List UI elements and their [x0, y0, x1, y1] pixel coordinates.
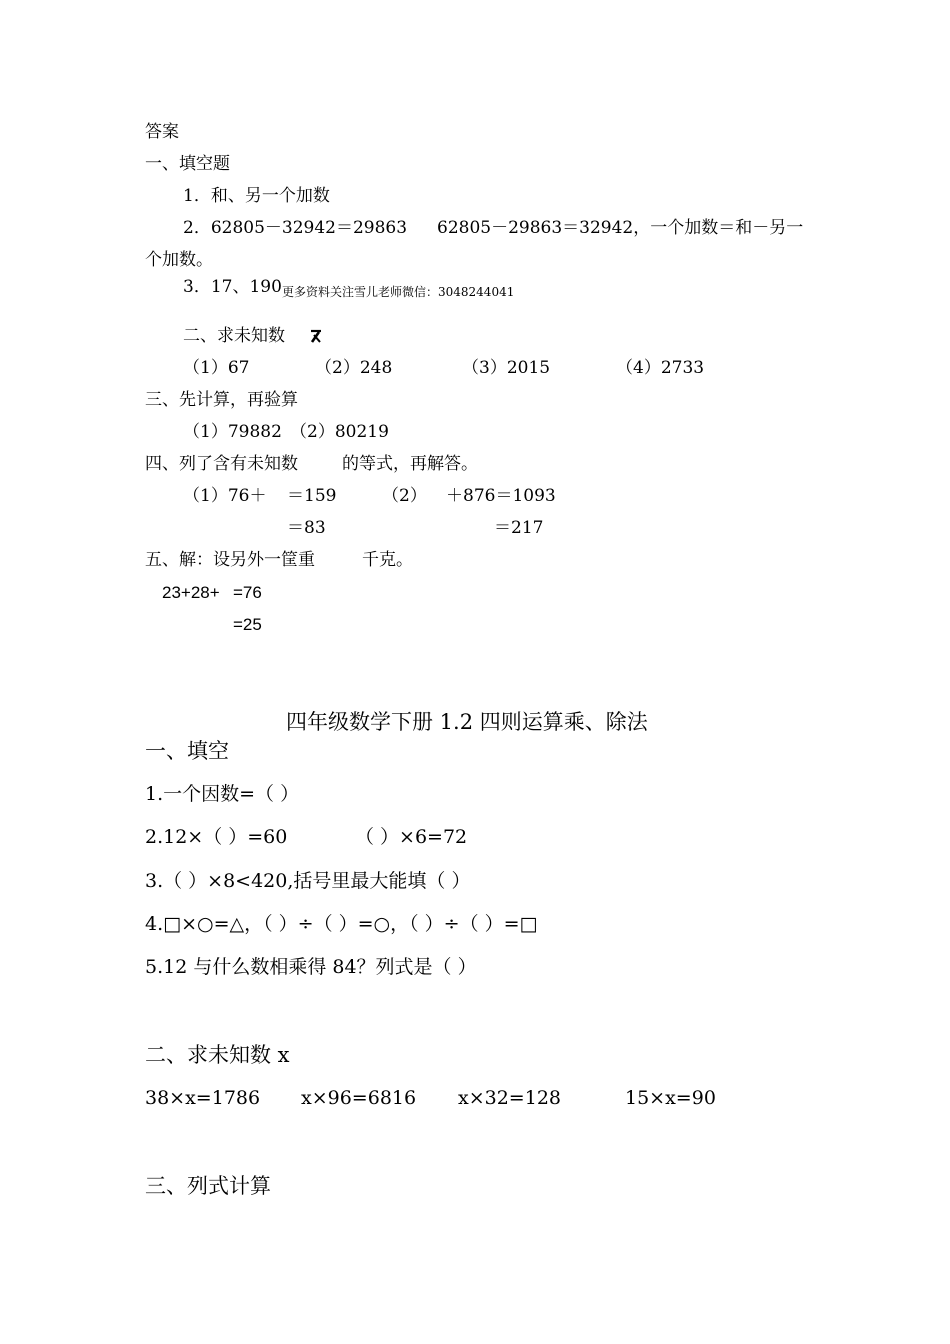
answers-s1-title: 一、填空题 [145, 154, 230, 174]
answers-s4-l2b: ＝217 [494, 518, 544, 538]
answers-s5-eq1a: 23+28+ [162, 583, 220, 602]
answers-s4-l2a: ＝83 [287, 518, 326, 538]
answers-s4-title-a: 四、列了含有未知数 [145, 454, 298, 474]
lesson-title: 四年级数学下册 1.2 四则运算乘、除法 [286, 710, 648, 734]
answers-s1-q2c: 个加数。 [145, 250, 213, 270]
lesson-s1-q3: 3.（ ）×8<420,括号里最大能填（ ） [145, 870, 471, 892]
answers-s2-a3: （3）2015 [462, 358, 551, 378]
answers-s1-q2b: 62805－29863＝32942，一个加数＝和－另一 [437, 218, 804, 238]
answers-s2-a2: （2）248 [315, 358, 393, 378]
watermark-text: 更多资料关注雪儿老师微信：3048244041 [282, 285, 515, 299]
lesson-s2-e2: x×96=6816 [301, 1087, 417, 1109]
lesson-s1-q2b: （ ）×6=72 [355, 826, 468, 848]
answers-s1-q3: 3．17、190 [183, 277, 282, 297]
answers-s2-a1: （1）67 [183, 358, 250, 378]
lesson-s1-q2a: 2.12×（ ）=60 [145, 826, 288, 848]
answers-s5-title-a: 五、解：设另外一筐重 [145, 550, 315, 570]
answers-s5-title-b: 千克。 [362, 550, 413, 570]
answers-heading: 答案 [145, 122, 179, 142]
lesson-s2-e4: 15×x=90 [625, 1087, 716, 1109]
lesson-s1-q4: 4.□×○=△，（ ）÷（ ）=○，（ ）÷（ ）=□ [145, 913, 538, 935]
answers-s3-a2: （2）80219 [290, 422, 389, 442]
answers-s4-l1a: （1）76＋ [183, 486, 267, 506]
lesson-s1-q1: 1.一个因数=（ ） [145, 783, 300, 805]
answers-s4-l1d: ＋876＝1093 [446, 486, 556, 506]
lesson-s2-e1: 38×x=1786 [145, 1087, 261, 1109]
lesson-s1-q5: 5.12 与什么数相乘得 84？列式是（ ） [145, 956, 477, 978]
lesson-s3-title: 三、列式计算 [145, 1174, 271, 1198]
answers-s3-title: 三、先计算，再验算 [145, 390, 298, 410]
answers-s2-title: 二、求未知数 [183, 326, 285, 346]
answers-s5-eq2: =25 [233, 615, 262, 634]
answers-s4-l1b: ＝159 [287, 486, 337, 506]
lesson-s2-e3: x×32=128 [458, 1087, 561, 1109]
answers-s2-a4: （4）2733 [616, 358, 705, 378]
answers-s3-a1: （1）79882 [183, 422, 282, 442]
lesson-s1-title: 一、填空 [145, 739, 229, 763]
answers-s5-eq1b: =76 [233, 583, 262, 602]
answers-s1-q2a: 2．62805－32942＝29863 [183, 218, 408, 238]
x-glyph-icon [310, 329, 322, 343]
lesson-s2-title: 二、求未知数 x [145, 1043, 290, 1067]
answers-s1-q1: 1．和、另一个加数 [183, 186, 330, 206]
answers-s4-l1c: （2） [382, 486, 427, 506]
answers-s4-title-b: 的等式，再解答。 [342, 454, 478, 474]
